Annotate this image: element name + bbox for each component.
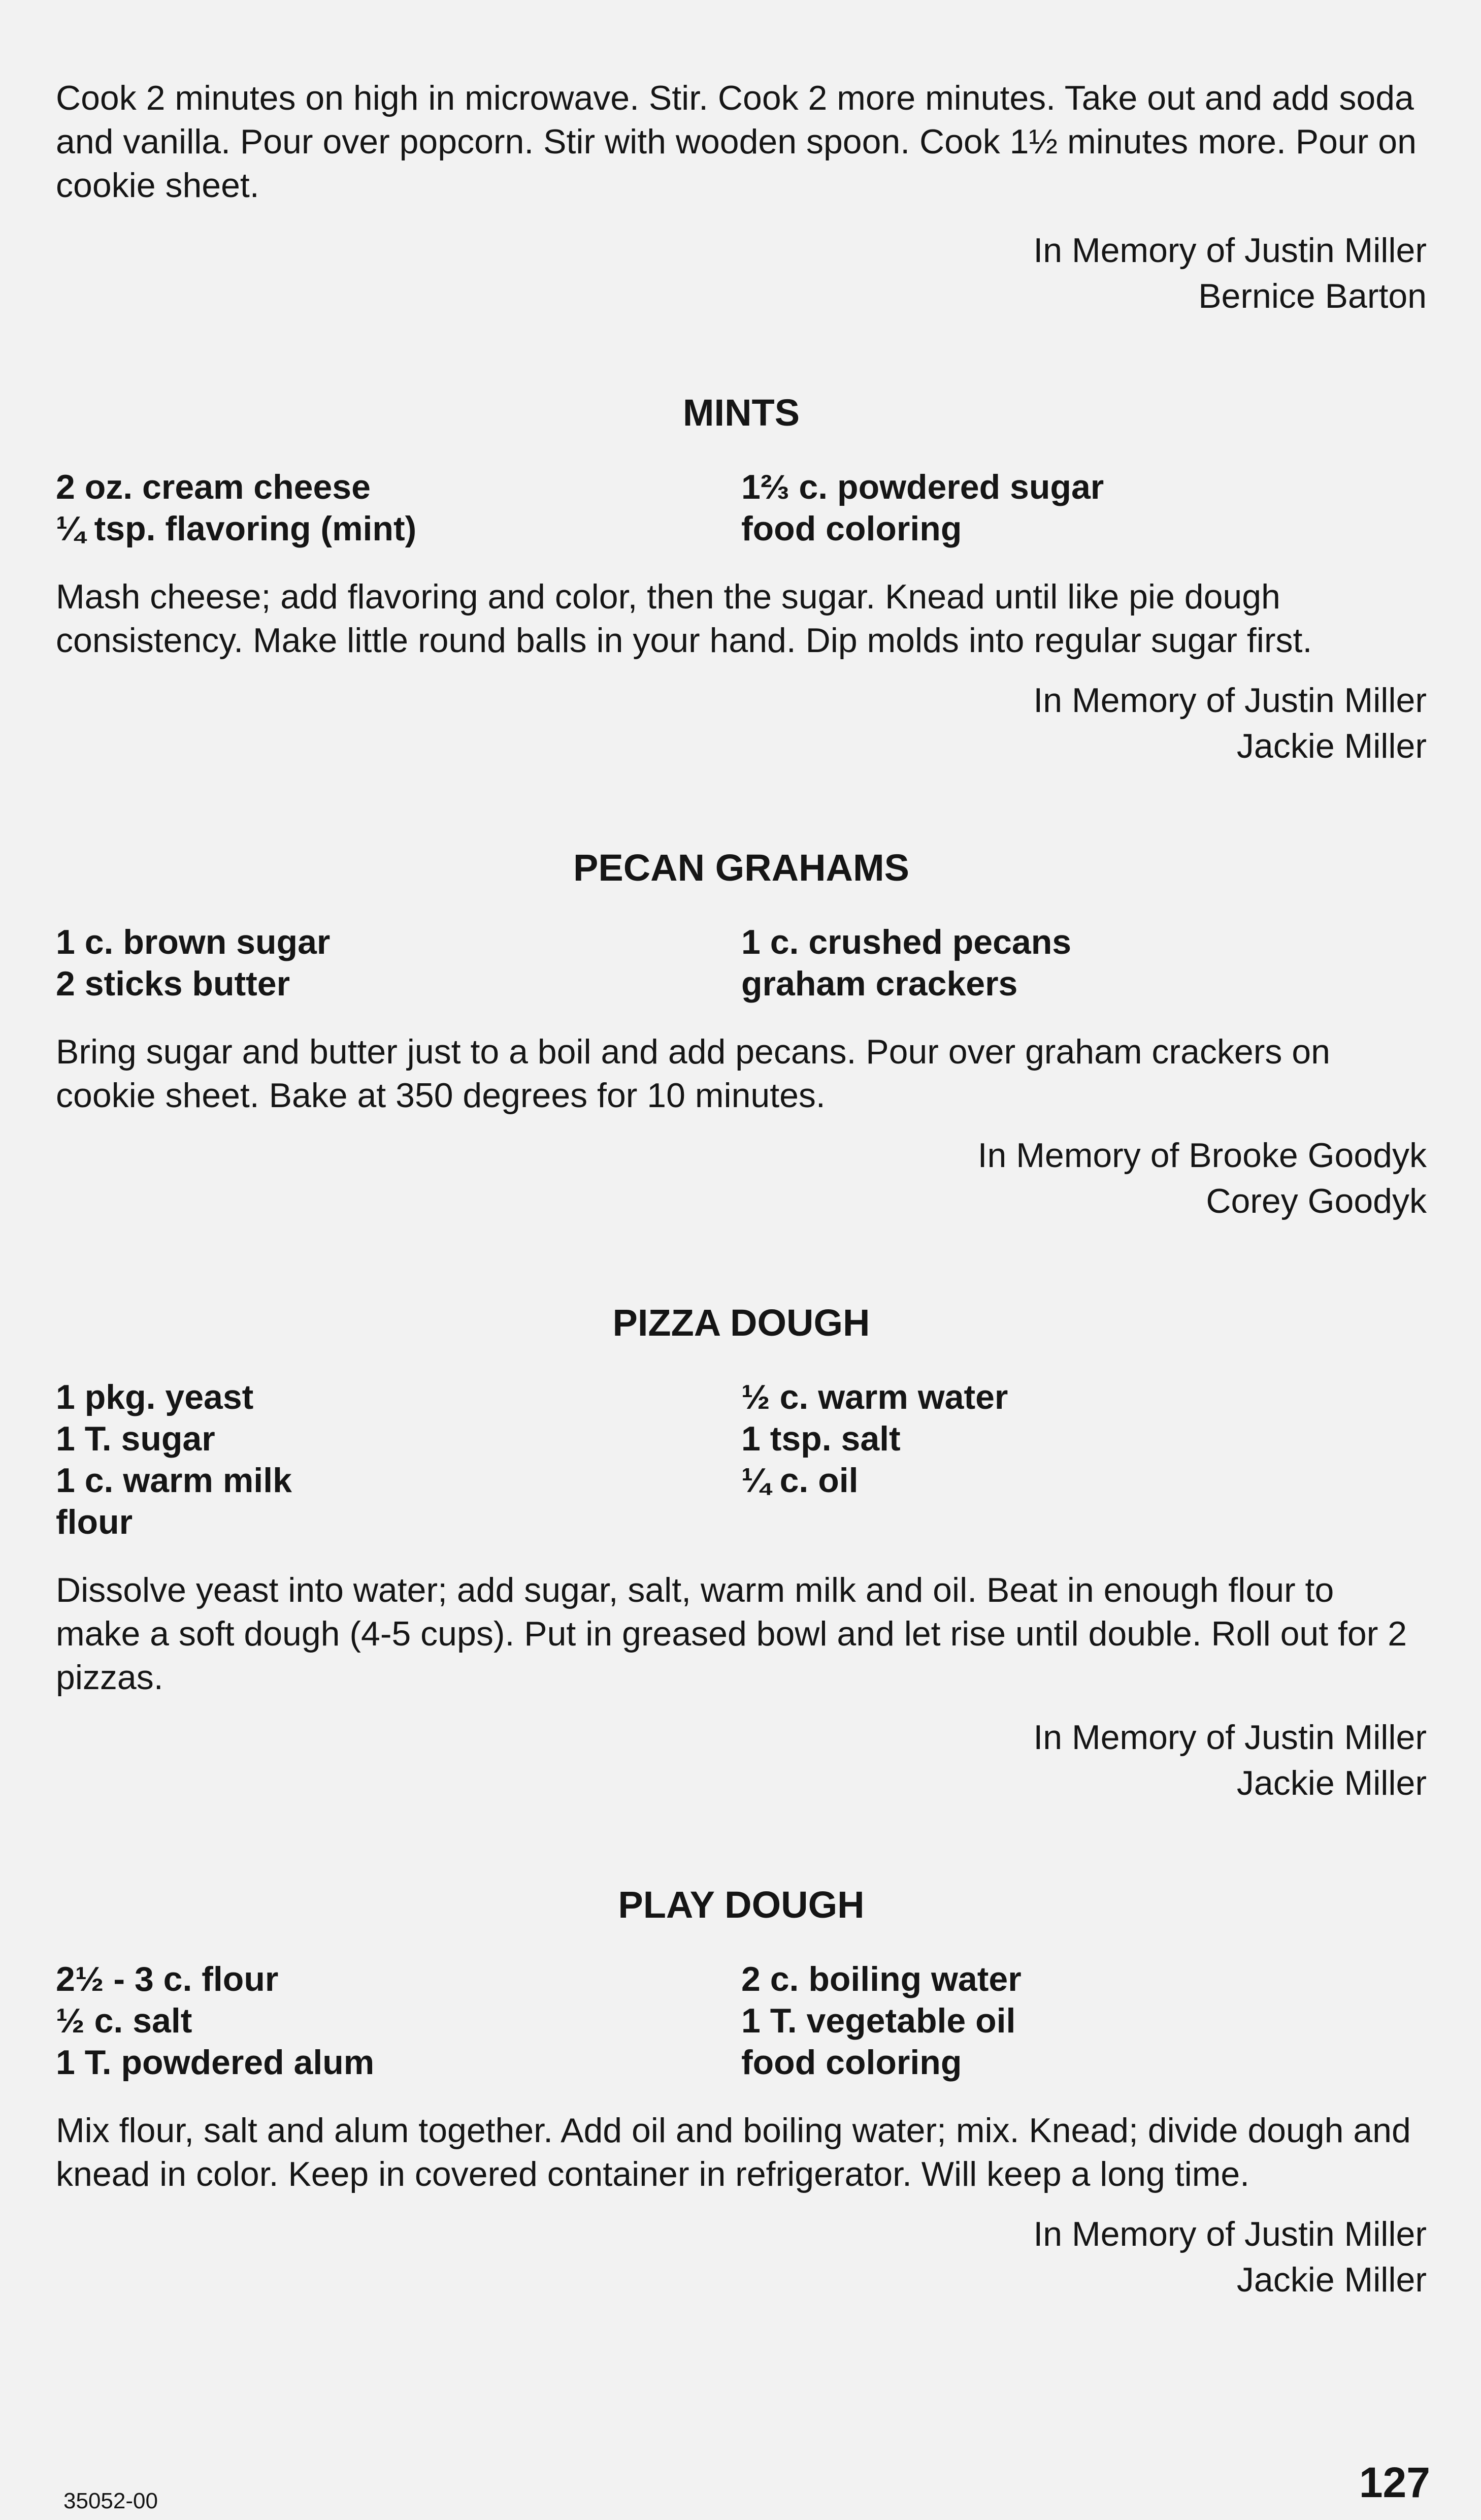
ingredients-right-column xyxy=(741,1376,1427,1543)
ingredient-item: 2½ - 3 c. flour xyxy=(56,1960,279,1998)
attribution-memorial: In Memory of Brooke Goodyk xyxy=(977,1136,1427,1175)
ingredient-item: 1 c. brown sugar xyxy=(56,923,331,961)
ingredient-item: ¼ tsp. flavoring (mint) xyxy=(56,509,417,548)
page-number: 127 xyxy=(1359,2459,1430,2506)
recipe-attribution xyxy=(56,1715,1427,1806)
attribution-contributor: Jackie Miller xyxy=(1236,2260,1427,2299)
recipe-title: MINTS xyxy=(682,392,800,434)
recipe-pizza-dough xyxy=(56,1300,1427,1806)
recipe-pecan-grahams xyxy=(56,845,1427,1224)
recipe-attribution xyxy=(56,2211,1427,2303)
attribution-contributor: Jackie Miller xyxy=(1236,1764,1427,1802)
ingredients-right-column xyxy=(741,1958,1427,2083)
attribution-memorial: In Memory of Justin Miller xyxy=(1033,2215,1427,2253)
ingredient-list xyxy=(56,1958,1427,2083)
recipe-mints xyxy=(56,390,1427,769)
recipe-directions: Mash cheese; add flavoring and color, then the sugar. Knead until like pie dough consistency. Make little round balls in your hand. Dip molds into regular sugar first. xyxy=(56,577,1312,660)
recipe-attribution xyxy=(56,677,1427,769)
recipe-directions: Mix flour, salt and alum together. Add oil and boiling water; mix. Knead; divide dough and knead in color. Keep in covered container in refrigerator. Will keep a long time. xyxy=(56,2111,1411,2193)
ingredient-item: 1 T. sugar xyxy=(56,1419,215,1458)
intro-section xyxy=(56,76,1427,319)
ingredient-item: 2 sticks butter xyxy=(56,964,290,1003)
recipe-title: PECAN GRAHAMS xyxy=(573,847,909,889)
ingredient-item: ¼ c. oil xyxy=(741,1461,859,1500)
recipe-play-dough xyxy=(56,1882,1427,2303)
ingredient-list xyxy=(56,466,1427,550)
ingredients-right-column xyxy=(741,466,1427,550)
recipe-directions: Dissolve yeast into water; add sugar, salt, warm milk and oil. Beat in enough flour to make a soft dough (4-5 cups). Put in greased bowl and let rise until double. Roll out for 2 pizzas. xyxy=(56,1571,1407,1697)
ingredient-item: 1 T. powdered alum xyxy=(56,2043,375,2082)
ingredients-left-column xyxy=(56,1958,741,2083)
recipe-attribution xyxy=(56,1133,1427,1224)
ingredient-item: graham crackers xyxy=(741,964,1018,1003)
ingredients-right-column xyxy=(741,921,1427,1005)
attribution-memorial: In Memory of Justin Miller xyxy=(1033,681,1427,720)
recipe-directions: Bring sugar and butter just to a boil and add pecans. Pour over graham crackers on cookie sheet. Bake at 350 degrees for 10 minutes. xyxy=(56,1032,1330,1115)
ingredients-left-column xyxy=(56,921,741,1005)
ingredient-item: 1⅔ c. powdered sugar xyxy=(741,468,1104,506)
attribution-memorial: In Memory of Justin Miller xyxy=(1033,1718,1427,1757)
intro-text: Cook 2 minutes on high in microwave. Stir. Cook 2 more minutes. Take out and add soda and vanilla. Pour over popcorn. Stir with wooden spoon. Cook 1½ minutes more. Pour on cookie sheet. xyxy=(56,79,1417,205)
ingredients-left-column xyxy=(56,1376,741,1543)
ingredient-item: 1 tsp. salt xyxy=(741,1419,901,1458)
ingredient-item: 1 T. vegetable oil xyxy=(741,2001,1016,2040)
ingredient-item: 2 oz. cream cheese xyxy=(56,468,371,506)
recipe-title: PIZZA DOUGH xyxy=(612,1302,870,1344)
ingredient-item: 2 c. boiling water xyxy=(741,1960,1022,1998)
ingredient-item: food coloring xyxy=(741,2043,962,2082)
recipe-title: PLAY DOUGH xyxy=(618,1884,865,1926)
ingredient-item: food coloring xyxy=(741,509,962,548)
attribution-contributor: Corey Goodyk xyxy=(1206,1182,1427,1220)
ingredient-item: 1 c. crushed pecans xyxy=(741,923,1072,961)
ingredient-item: ½ c. salt xyxy=(56,2001,192,2040)
ingredient-item: 1 c. warm milk xyxy=(56,1461,292,1500)
attribution-contributor: Bernice Barton xyxy=(1198,277,1427,315)
footer-code: 35052-00 xyxy=(63,2489,158,2513)
ingredient-item: flour xyxy=(56,1503,133,1541)
attribution-memorial: In Memory of Justin Miller xyxy=(1033,231,1427,270)
intro-attribution xyxy=(56,228,1427,319)
ingredient-list xyxy=(56,1376,1427,1543)
ingredients-left-column xyxy=(56,466,741,550)
ingredient-item: 1 pkg. yeast xyxy=(56,1378,254,1416)
attribution-contributor: Jackie Miller xyxy=(1236,727,1427,765)
ingredient-item: ½ c. warm water xyxy=(741,1378,1008,1416)
ingredient-list xyxy=(56,921,1427,1005)
cookbook-page xyxy=(56,76,1427,2303)
